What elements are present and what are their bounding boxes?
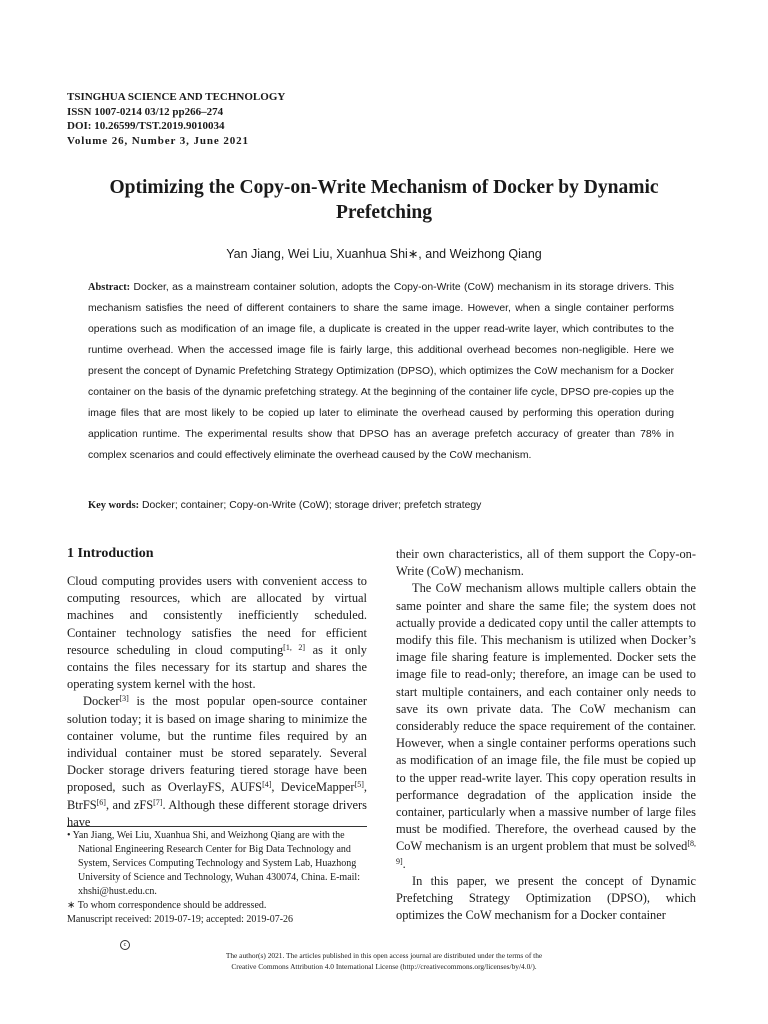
text-run: as it only contains the files necessary for its startup and shares the operating system kernel with the host. [67,642,368,692]
keywords-text: Docker; container; Copy-on-Write (CoW); storage driver; prefetch strategy [141,500,482,511]
footnote-correspondence: ∗ To whom correspondence should be addressed. [67,900,267,911]
license-line-2: Creative Commons Attribution 4.0 International License (http://creativecommons.org/licenses/by/4.0/). [231,962,537,971]
text-run: The CoW mechanism allows multiple callers obtain the same pointer and share the same file; the system does not actually provide a dedicated copy until the caller attempts to modify this file. This mechanism is utilized when Docker’s image file sharing feature is implemented. Docker sets the image file to read-only; therefore, an image can be used to start multiple containers, and each container only needs to save its own private data. The CoW mechanism can considerably reduce the space requirement of the container. However, when a single container performs operations such as modification of an image file, the file must be copied up to the upper read-write layer. This copy operation results in performance degradation of the application inside the container, particularly when a massive number of large files must be modified. Therefore, the overhead caused by the CoW mechanism is an urgent problem that must be solved [396,581,696,854]
text-run: , BtrFS [67,780,367,812]
intro-paragraph-4: In this paper, we present the concept of Dynamic Prefetching Strategy Optimization (DPSO), which optimizes the CoW mechanism for a Docker container [396,873,696,923]
citation: [3] [119,694,129,704]
citation: [5] [354,780,364,790]
text-run: . [402,856,406,871]
citation: [8, 9] [396,839,696,866]
citation: [4] [262,780,272,790]
copyright-icon: c [120,940,130,950]
abstract-text: Docker, as a mainstream container solution, adopts the Copy-on-Write (CoW) mechanism in its storage drivers. This mechanism satisfies the need of different containers to share the same image. However, when a single container performs operations such as modification of an image file, a duplicate is created in the upper read-write layer, which contributes to the runtime overhead. When the accessed image file is fairly large, this additional overhead becomes non-negligible. Here we present the concept of Dynamic Prefetching Strategy Optimization (DPSO), which optimizes the CoW mechanism for a Docker container on the basis of the dynamic prefetching strategy. At the beginning of the container life cycle, DPSO pre-copies up the image files that are most likely to be copied up later to eliminate the overhead caused by performing this operation during application runtime. The experimental results show that DPSO has an average prefetch accuracy of greater than 78% in complex scenarios and could effectively eliminate the overhead caused by the CoW mechanism. [88,282,674,461]
abstract [88,277,674,466]
footnote-affiliation: • Yan Jiang, Wei Liu, Xuanhua Shi, and Weizhong Qiang are with the National Engineering Research Center for Big Data Technology and System, Services Computing Technology and System Lab, Huazhong University of Science and Technology, Wuhan 430074, China. E-mail: xhshi@hust.edu.cn. [67,830,360,897]
journal-header [67,90,285,148]
footnotes [67,829,369,927]
journal-volume: Volume 26, Number 3, June 2021 [67,134,249,147]
text-run: Docker [83,694,120,709]
intro-paragraph-2 [67,693,367,831]
text-run: Cloud computing provides users with convenient access to computing resources, which are allocated by virtual machines and consistently inefficiently scheduled. Container technology satisfies the need for efficient resource scheduling in cloud computing [67,574,367,657]
left-column [67,545,367,831]
text-run: , DeviceMapper [271,780,355,795]
journal-issn: ISSN 1007-0214 03/12 pp266–274 [67,105,224,118]
citation: [7] [153,797,163,807]
footnote-divider [67,826,367,827]
journal-doi: DOI: 10.26599/TST.2019.9010034 [67,120,225,132]
citation: [1, 2] [283,642,305,652]
text-run: is the most popular open-source container solution today; it is based on image sharing to minimize the container volume, but the runtime files required by an individual container must be stored separately. Several Docker storage drivers featuring tiered storage have been proposed, such as OverlayFS, AUFS [67,694,367,795]
citation: [6] [96,797,106,807]
keywords-label: Key words: [88,500,140,511]
license-notice [120,940,648,972]
section-heading: 1 Introduction [67,546,154,561]
intro-paragraph-3 [396,580,696,872]
license-text: The author(s) 2021. The articles published in this open access journal are distributed under the terms of the [225,951,543,960]
intro-paragraph-1 [67,573,367,693]
keywords [88,500,674,511]
paper-title: Optimizing the Copy-on-Write Mechanism of Docker by Dynamic Prefetching [109,177,659,223]
text-run: , and zFS [105,797,154,812]
journal-name: TSINGHUA SCIENCE AND TECHNOLOGY [67,91,286,103]
right-column [396,546,696,924]
footnote-manuscript-dates: Manuscript received: 2019-07-19; accepted: 2019-07-26 [67,914,294,925]
text-run: . Although these different storage drivers have [67,797,367,829]
intro-paragraph-2-continued: their own characteristics, all of them support the Copy-on-Write (CoW) mechanism. [396,547,696,579]
license-line-1 [120,940,648,961]
author-list: Yan Jiang, Wei Liu, Xuanhua Shi∗, and Weizhong Qiang [226,247,542,261]
abstract-label: Abstract: [88,282,131,293]
